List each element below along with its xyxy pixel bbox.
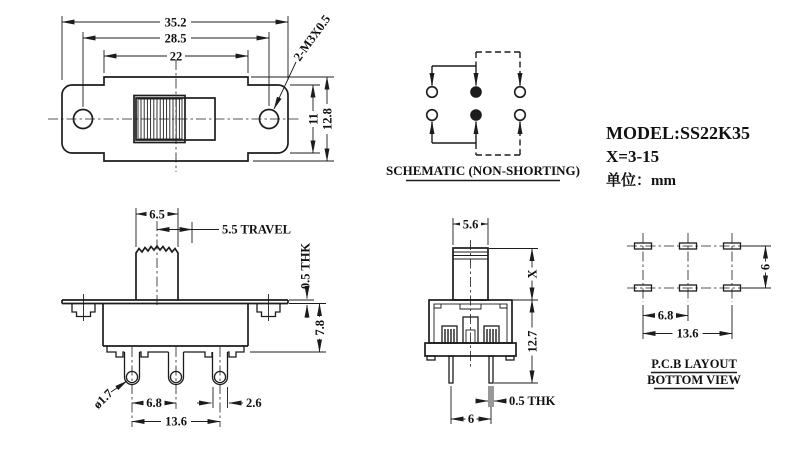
dim-pcb-col-span: 13.6 — [676, 326, 699, 341]
pcb-caption-line2: BOTTOM VIEW — [647, 373, 741, 387]
dim-inner-height: 11 — [306, 113, 321, 125]
dim-knob-width: 6.5 — [149, 207, 165, 222]
terminal-open — [515, 110, 526, 121]
dim-body-height: 7.8 — [313, 319, 327, 336]
dim-terminal-hole-dia: ø1.7 — [90, 386, 116, 412]
dim-slot-width: 22 — [169, 49, 183, 64]
dim-pcb-row-pitch: 6 — [758, 263, 773, 271]
dim-travel: 5.5 TRAVEL — [222, 222, 292, 237]
dim-overall-height: 12.8 — [320, 108, 335, 130]
dim-knob-height: X — [525, 269, 540, 279]
dim-plate-thickness: 0.5 THK — [298, 242, 313, 290]
thread-callout-label: 2-M3X0.5 — [290, 12, 334, 64]
unit-label: 单位：mm — [606, 173, 676, 189]
terminal-common — [470, 109, 482, 121]
dim-pin-thickness: 0.5 THK — [509, 394, 556, 408]
schematic-caption: SCHEMATIC (NON-SHORTING) — [386, 163, 580, 178]
dim-overall-width: 35.2 — [164, 15, 187, 30]
dim-terminal-pitch: 6.8 — [146, 396, 162, 410]
dim-side-body-height: 12.7 — [525, 330, 540, 353]
terminal-common — [470, 86, 482, 98]
terminal-open — [427, 87, 438, 98]
terminal-open — [427, 110, 438, 121]
dim-hole-spacing: 28.5 — [164, 31, 187, 46]
terminal-open — [515, 87, 526, 98]
dim-pcb-col-pitch: 6.8 — [657, 308, 674, 323]
x-range-label: X=3-15 — [606, 147, 660, 166]
pcb-caption-line1: P.C.B LAYOUT — [651, 357, 737, 371]
dim-terminal-width: 2.6 — [246, 396, 262, 410]
dim-terminal-span: 13.6 — [165, 414, 187, 429]
model-label: MODEL:SS22K35 — [606, 123, 751, 143]
dim-side-pin-pitch: 6 — [467, 412, 475, 426]
dim-knob-depth: 5.6 — [462, 217, 479, 232]
